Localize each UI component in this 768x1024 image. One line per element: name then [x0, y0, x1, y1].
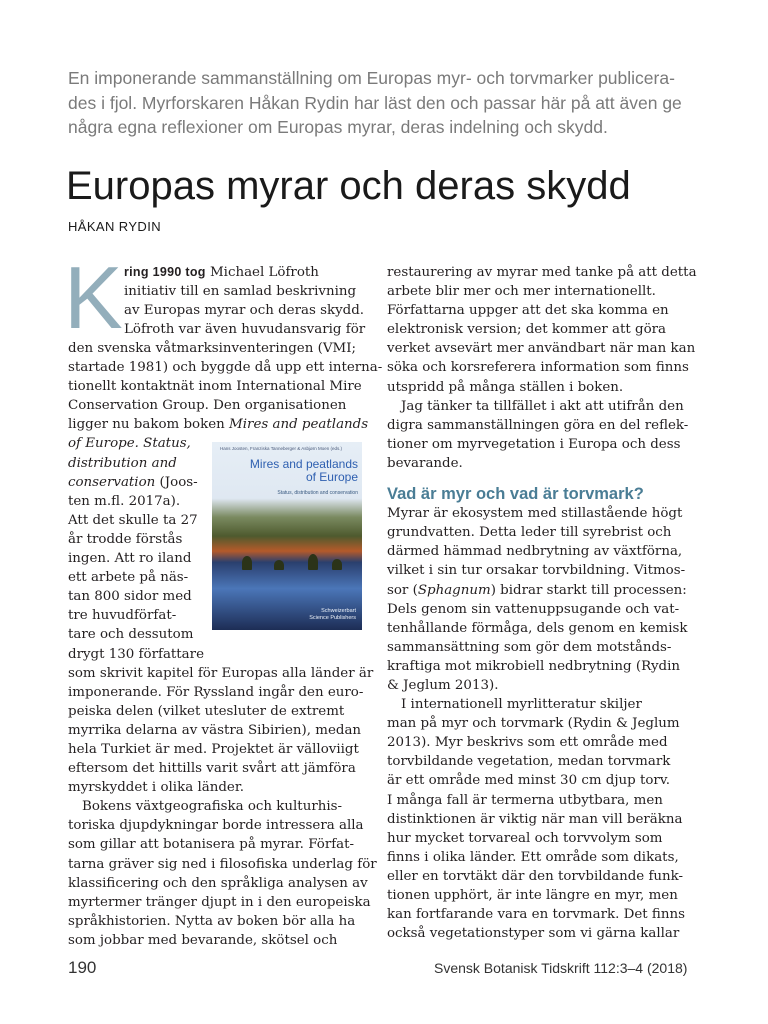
- text-line: söka och korsreferera information som finns: [387, 360, 689, 376]
- text-line: ingen. Att ro iland: [68, 551, 192, 567]
- text-line: Författarna uppger att det ska komma en: [387, 303, 669, 319]
- text-line: hela Turkiet är med. Projektet är välloviigt: [68, 741, 359, 757]
- text-line: I många fall är termerna utbytbara, men: [387, 792, 663, 808]
- text-line: bevarande.: [387, 455, 463, 471]
- text-line: elektronisk version; det kommer att göra: [387, 322, 667, 338]
- latin-name: Sphagnum: [417, 582, 491, 598]
- text-line: Löfroth var även huvudansvarig för: [124, 322, 366, 338]
- text-line: torvbildande vegetation, medan torvmark: [387, 754, 671, 770]
- book-cover-authors: Hans Joosten, Franziska Tanneberger & Asbjørn Moen (eds.): [220, 446, 342, 451]
- text-line: distribution and: [68, 455, 177, 471]
- text-line: eller en torvtäkt där den torvbildande funk-: [387, 868, 684, 884]
- tree-shape: [274, 560, 284, 570]
- book-title-ref: Mires and peatlands: [229, 417, 369, 433]
- text-line: kan fortfarande vara en torvmark. Det finns: [387, 907, 685, 923]
- tree-shape: [242, 556, 252, 570]
- left-column-body: [68, 339, 382, 950]
- text-line: ten m.fl. 2017a).: [68, 493, 181, 509]
- text-line: Myrar är ekosystem med stillastående högt: [387, 506, 683, 522]
- text-line: tenhållande förmåga, dels genom en kemisk: [387, 620, 688, 636]
- text-line: klassificering och den språkliga analysen av: [68, 875, 368, 891]
- lead-line: des i fjol. Myrforskaren Håkan Rydin har läst den och passar här på att även ge: [68, 92, 682, 113]
- section-heading: Vad är myr och vad är torvmark?: [387, 485, 644, 504]
- text-line: som jobbar med bevarande, skötsel och: [68, 932, 338, 948]
- text-line: distinktionen är viktig när man vill beräkna: [387, 811, 683, 827]
- text-line: därmed hämmad nedbrytning av växtförna,: [387, 544, 683, 560]
- article-title: Europas myrar och deras skydd: [66, 164, 631, 208]
- book-cover-title: Mires and peatlands of Europe: [249, 457, 358, 484]
- drop-cap: K: [64, 248, 123, 347]
- text-line: Conservation Group. Den organisationen: [68, 398, 347, 414]
- text-line: initiativ till en samlad beskrivning: [124, 284, 357, 300]
- text-line: kraftiga mot mikrobiell nedbrytning (Rydin: [387, 658, 680, 674]
- text-line: myrrika delarna av västra Sibirien), medan: [68, 722, 362, 738]
- text-line: grundvatten. Detta leder till syrebrist och: [387, 525, 672, 541]
- lead-line: En imponerande sammanställning om Europas myr- och torvmarker publicera-: [68, 68, 675, 88]
- tree-shape: [308, 554, 318, 570]
- text-line: som skrivit kapitel för Europas alla länder är: [68, 665, 374, 681]
- text-line: språkhistorien. Nytta av boken bör alla ha: [68, 913, 356, 929]
- text-line: & Jeglum 2013).: [387, 677, 499, 693]
- text-line: verket avsevärt mer användbart när man kan: [387, 341, 696, 357]
- text-line: 2013). Myr beskrivs som ett område med: [387, 735, 668, 751]
- text-line: år trodde förstås: [68, 531, 183, 547]
- journal-citation: Svensk Botanisk Tidskrift 112:3–4 (2018): [434, 960, 688, 976]
- text-line: I internationell myrlitteratur skiljer: [401, 697, 642, 713]
- text-line: peiska delen (vilket utesluter de extremt: [68, 703, 345, 719]
- text-line: Att det skulle ta 27: [68, 512, 198, 528]
- text-line: sor (Sphagnum) bidrar starkt till processen:: [387, 582, 687, 598]
- text-line: restaurering av myrar med tanke på att detta: [387, 265, 697, 280]
- text-line: eftersom det hittills varit svårt att jämföra: [68, 761, 356, 777]
- text-line: tioner om myrvegetation i Europa och dess: [387, 436, 681, 452]
- text-line: arbete blir mer och mer internationellt.: [387, 284, 656, 300]
- text-line: vilket i sin tur orsakar torvbildning. Vitmos-: [387, 563, 686, 579]
- text-line: man på myr och torvmark (Rydin & Jeglum: [387, 716, 680, 732]
- book-cover-image: [212, 442, 362, 630]
- run-in-heading: ring 1990 tog: [124, 265, 206, 279]
- text-line: tan 800 sidor med: [68, 589, 192, 605]
- author-byline: HÅKAN RYDIN: [68, 219, 162, 234]
- text-line: som gillar att botanisera på myrar. Förfat-: [68, 837, 355, 853]
- tree-shape: [332, 559, 342, 570]
- text-line: Jag tänker ta tillfället i akt att utifrån den: [401, 398, 684, 414]
- text-line: ring 1990 tog Michael Löfroth: [124, 265, 319, 280]
- text-line: ligger nu bakom boken Mires and peatlands: [68, 417, 369, 433]
- text-line: tionellt kontaktnät inom International Mire: [68, 379, 362, 395]
- text-line: tare och dessutom: [68, 627, 194, 643]
- lead-paragraph: [68, 66, 708, 140]
- text-line: conservation (Joos-: [68, 474, 198, 490]
- text-line: är ett område med minst 30 cm djup torv.: [387, 773, 671, 789]
- text-line: imponerande. För Ryssland ingår den euro-: [68, 684, 364, 700]
- page-number: 190: [68, 958, 97, 977]
- text-line: tre huvudförfat-: [68, 608, 177, 624]
- text-line: tionen upphört, är inte längre en myr, men: [387, 888, 678, 903]
- text-line: Bokens växtgeografiska och kulturhis-: [82, 799, 343, 815]
- text-line: myrskyddet i olika länder.: [68, 780, 245, 796]
- left-column-intro: [124, 263, 365, 339]
- text-line: myrtermer tränger djupt in i den europeiska: [68, 894, 371, 910]
- text-line: också vegetationstyper som vi gärna kallar: [387, 926, 680, 942]
- text-line: hur mycket torvareal och torvvolym som: [387, 830, 663, 846]
- text-line: utspridd på många ställen i boken.: [387, 379, 624, 395]
- text-line: finns i olika länder. Ett område som dikats,: [387, 849, 679, 865]
- text-line: Dels genom sin vattenuppsugande och vat-: [387, 601, 680, 617]
- text-line: sammansättning som gör dem motstånds-: [387, 639, 672, 655]
- text-line: startade 1981) och byggde då upp ett interna-: [68, 360, 383, 376]
- text-line: digra sammanställningen göra en del reflek-: [387, 417, 689, 433]
- text-line: tarna gräver sig ned i filosofiska underlag för: [68, 856, 377, 872]
- text-line: den svenska våtmarksinventeringen (VMI;: [68, 341, 357, 356]
- text-line: toriska djupdykningar borde intressera alla: [68, 818, 364, 834]
- book-cover-publisher: Schweizerbart Science Publishers: [309, 608, 356, 621]
- text-line: drygt 130 författare: [68, 646, 204, 662]
- lead-line: några egna reflexioner om Europas myrar, deras indelning och skydd.: [68, 117, 608, 137]
- right-column: [387, 263, 697, 943]
- text-line: ett arbete på näs-: [68, 570, 189, 586]
- text-line: av Europas myrar och deras skydd.: [124, 303, 365, 319]
- book-cover-subtitle: Status, distribution and conservation: [277, 490, 358, 496]
- text-line: of Europe. Status,: [68, 436, 191, 452]
